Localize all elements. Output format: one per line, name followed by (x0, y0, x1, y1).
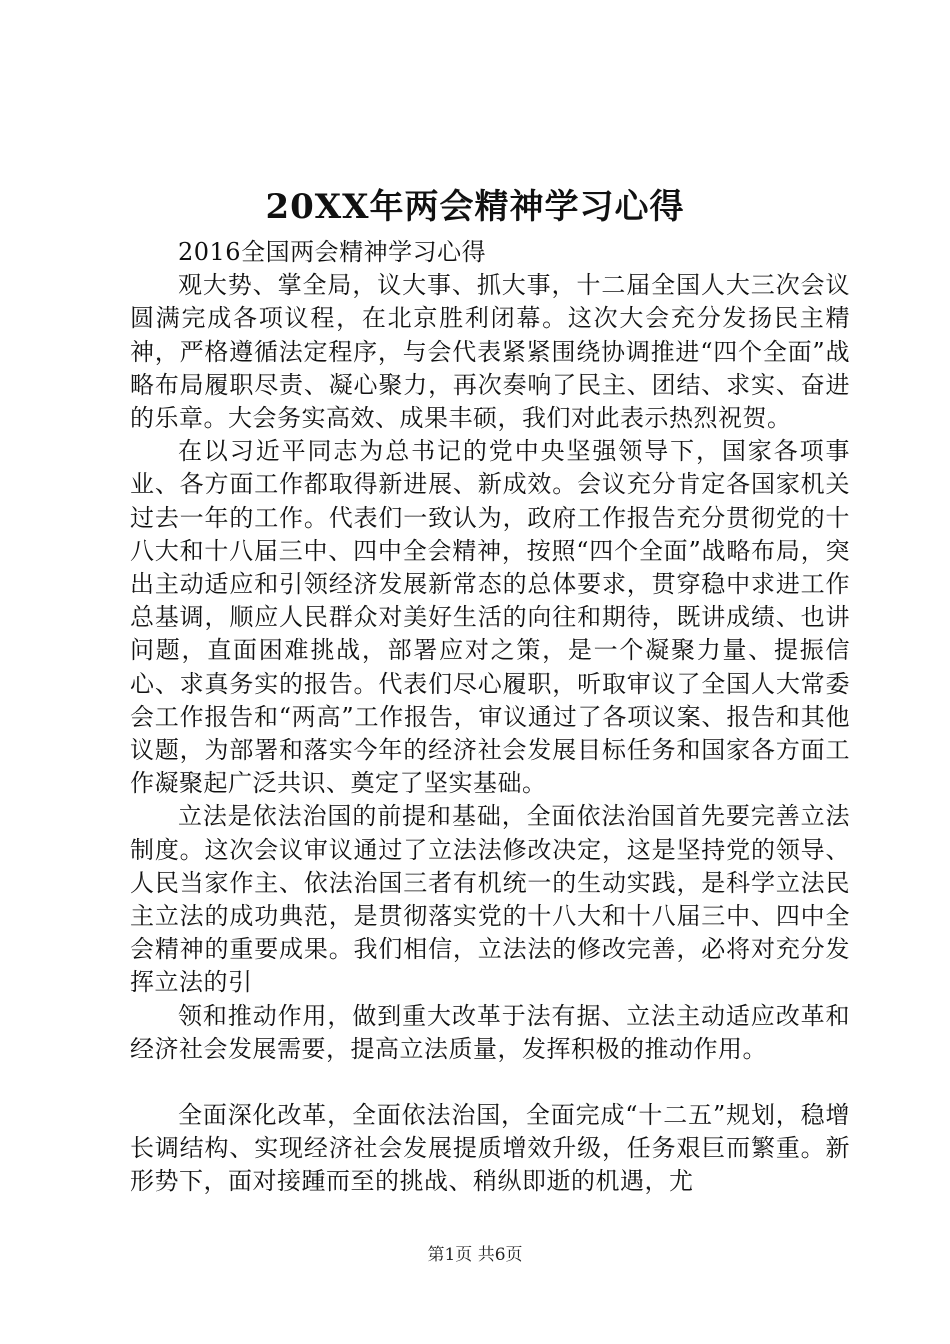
paragraph: 立法是依法治国的前提和基础，全面依法治国首先要完善立法制度。这次会议审议通过了立法法修改决定，这是坚持党的领导、人民当家作主、依法治国三者有机统一的生动实践，是科学立法民主立法的成功典范，是贯彻落实党的十八大和十八届三中、四中全会精神的重要成果。我们相信，立法法的修改完善，必将对充分发挥立法的引 (130, 802, 850, 997)
paragraph: 领和推动作用，做到重大改革于法有据、立法主动适应改革和经济社会发展需要，提高立法质量，发挥积极的推动作用。 (130, 1001, 850, 1063)
page-number-footer: 第1页 共6页 (427, 1245, 523, 1265)
paragraph: 全面深化改革，全面依法治国，全面完成“十二五”规划，稳增长调结构、实现经济社会发展提质增效升级，任务艰巨而繁重。新形势下，面对接踵而至的挑战、稍纵即逝的机遇，尤 (130, 1101, 850, 1196)
paragraph-subtitle: 2016全国两会精神学习心得 (178, 238, 487, 266)
document-title: 20XX年两会精神学习心得 (265, 187, 685, 227)
paragraph: 观大势、掌全局，议大事、抓大事，十二届全国人大三次会议圆满完成各项议程，在北京胜利闭幕。这次大会充分发扬民主精神，严格遵循法定程序，与会代表紧紧围绕协调推进“四个全面”战略布局履职尽责、凝心聚力，再次奏响了民主、团结、求实、奋进的乐章。大会务实高效、成果丰硕，我们对此表示热烈祝贺。 (130, 271, 850, 433)
document-body (130, 236, 850, 1199)
paragraph: 在以习近平同志为总书记的党中央坚强领导下，国家各项事业、各方面工作都取得新进展、新成效。会议充分肯定各国家机关过去一年的工作。代表们一致认为，政府工作报告充分贯彻党的十八大和十八届三中、四中全会精神，按照“四个全面”战略布局，突出主动适应和引领经济发展新常态的总体要求，贯穿稳中求进工作总基调，顺应人民群众对美好生活的向往和期待，既讲成绩、也讲问题，直面困难挑战，部署应对之策，是一个凝聚力量、提振信心、求真务实的报告。代表们尽心履职，听取审议了全国人大常委会工作报告和“两高”工作报告，审议通过了各项议案、报告和其他议题，为部署和落实今年的经济社会发展目标任务和国家各方面工作凝聚起广泛共识、奠定了坚实基础。 (130, 437, 850, 798)
